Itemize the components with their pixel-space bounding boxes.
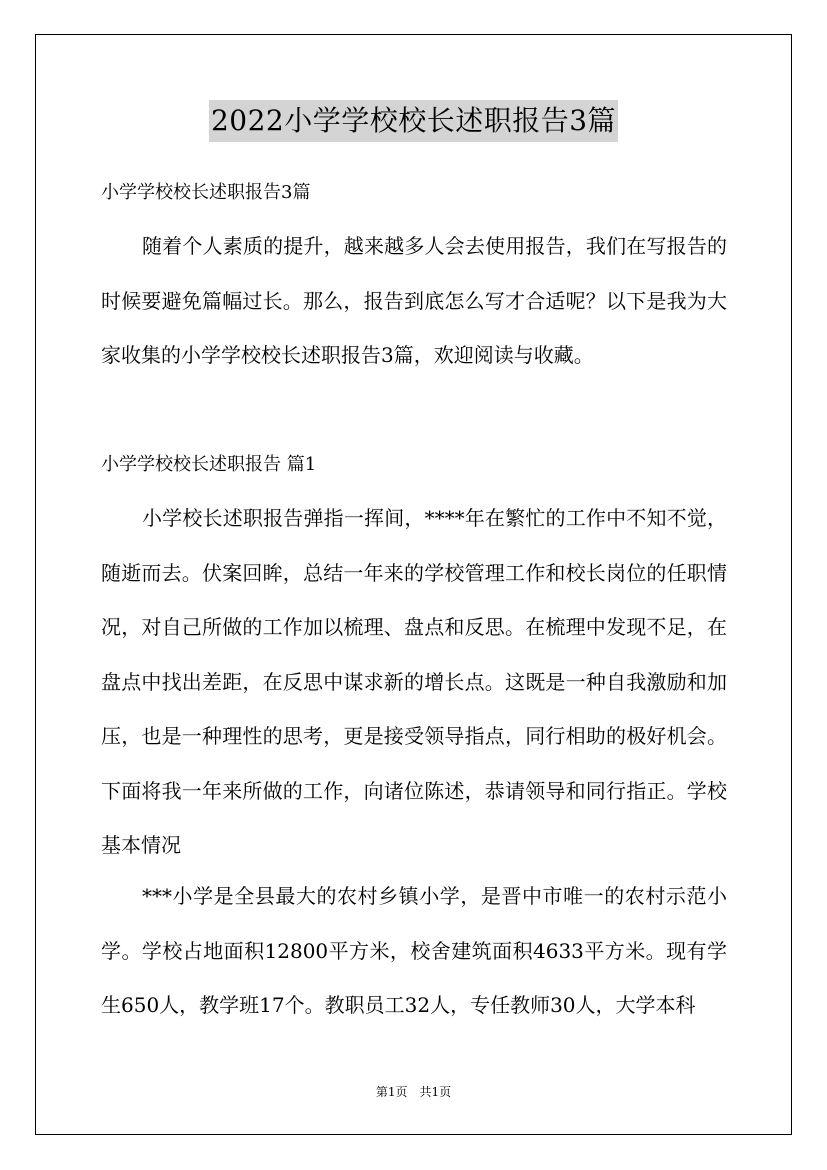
intro-paragraph: 随着个人素质的提升，越来越多人会去使用报告，我们在写报告的时候要避免篇幅过长。那么，报告到底怎么写才合适呢？以下是我为大家收集的小学学校校长述职报告3篇，欢迎阅读与收藏。	[101, 234, 727, 367]
section-heading: 小学学校校长述职报告 篇1	[101, 454, 317, 475]
section-paragraph-2: ***小学是全县最大的农村乡镇小学，是晋中市唯一的农村示范小学。学校占地面积12800平方米，校舍建筑面积4633平方米。现有学生650人，教学班17个。教职员工32人，专任教师30人，大学本科	[101, 884, 727, 1017]
document-subtitle: 小学学校校长述职报告3篇	[101, 182, 311, 203]
section-paragraph-1: 小学校长述职报告弹指一挥间，****年在繁忙的工作中不知不觉，随逝而去。伏案回眸，总结一年来的学校管理工作和校长岗位的任职情况，对自己所做的工作加以梳理、盘点和反思。在梳理中发现不足，在盘点中找出差距，在反思中谋求新的增长点。这既是一种自我激励和加压，也是一种理性的思考，更是接受领导指点，同行相助的极好机会。下面将我一年来所做的工作，向诸位陈述，恭请领导和同行指正。学校基本情况	[101, 506, 727, 857]
document-title: 2022小学学校校长述职报告3篇	[209, 100, 618, 142]
page-footer: 第1页 共1页	[375, 1085, 452, 1099]
title-container	[0, 100, 827, 142]
